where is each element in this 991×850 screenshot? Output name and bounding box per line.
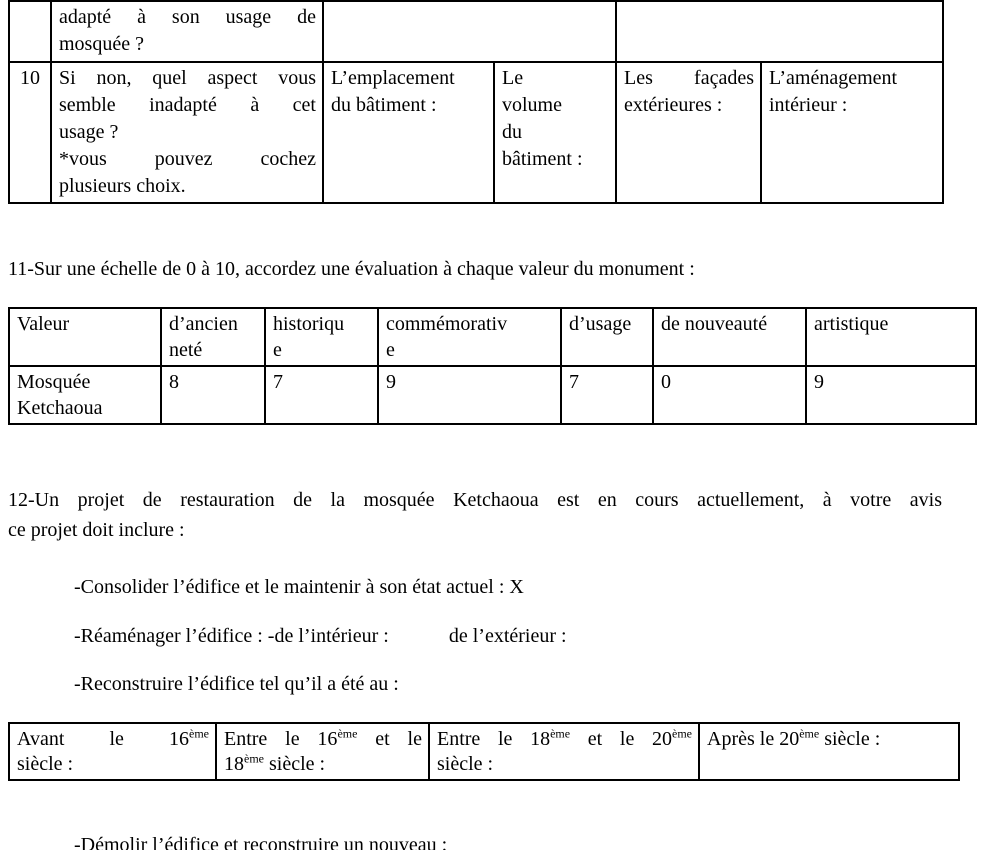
- option-amenagement-cell: L’aménagement intérieur :: [761, 62, 943, 203]
- option-volume-cell: Le volume du bâtiment :: [494, 62, 616, 203]
- header-commemorative: commémorativ e: [378, 308, 561, 366]
- header-historique: historiqu e: [265, 308, 378, 366]
- carryover-number-cell: [9, 1, 51, 62]
- century-18-20-cell: Entre le 18ème et le 20ème siècle :: [429, 723, 699, 780]
- header-artistique: artistique: [806, 308, 976, 366]
- option-reconstruire-line: -Reconstruire l’édifice tel qu’il a été au :: [74, 673, 399, 695]
- carryover-answer-cell-2: [616, 1, 943, 62]
- century-avant-16-cell: Avant le 16ème siècle :: [9, 723, 216, 780]
- reamenager-exterieur-text: de l’extérieur :: [448, 625, 567, 647]
- rating-artistique: 9: [806, 366, 976, 424]
- century-16-18-cell: Entre le 16ème et le 18ème siècle :: [216, 723, 429, 780]
- header-valeur: Valeur: [9, 308, 161, 366]
- rating-nouveaute: 0: [653, 366, 806, 424]
- question-10-table: [8, 0, 944, 204]
- question-11-intro: 11-Sur une échelle de 0 à 10, accordez une évaluation à chaque valeur du monument :: [8, 258, 695, 280]
- century-choice-table: [8, 722, 960, 781]
- option-emplacement-cell: L’emplacement du bâtiment :: [323, 62, 494, 203]
- row-label-mosquee-ketchaoua: Mosquée Ketchaoua: [9, 366, 161, 424]
- valeur-rating-table: [8, 307, 977, 425]
- question-12-intro: 12-Un projet de restauration de la mosquée Ketchaoua est en cours actuellement, à votre avis ce projet doit inclure :: [8, 489, 942, 541]
- header-nouveaute: de nouveauté: [653, 308, 806, 366]
- carryover-answer-cell-1: [323, 1, 616, 62]
- header-anciennete: d’ancien neté: [161, 308, 265, 366]
- valeur-header-row: [9, 308, 976, 366]
- option-reamenager-line: [74, 624, 991, 648]
- mosquee-ketchaoua-row: [9, 366, 976, 424]
- option-consolider-line: -Consolider l’édifice et le maintenir à son état actuel : X: [74, 576, 524, 598]
- rating-commemorative: 9: [378, 366, 561, 424]
- question-10-number-cell: 10: [9, 62, 51, 203]
- header-usage: d’usage: [561, 308, 653, 366]
- carryover-row: [9, 1, 943, 62]
- option-demolir-line: -Démolir l’édifice et reconstruire un nouveau :: [74, 834, 448, 850]
- rating-usage: 7: [561, 366, 653, 424]
- carryover-question-cell: adapté à son usage de mosquée ?: [51, 1, 323, 62]
- century-apres-20-cell: Après le 20ème siècle :: [699, 723, 959, 780]
- reamenager-interieur-text: -Réaménager l’édifice : -de l’intérieur :: [74, 625, 389, 647]
- rating-historique: 7: [265, 366, 378, 424]
- rating-anciennete: 8: [161, 366, 265, 424]
- century-row: [9, 723, 959, 780]
- question-10-row: [9, 62, 943, 203]
- option-facades-cell: Les façades extérieures :: [616, 62, 761, 203]
- question-10-text-cell: Si non, quel aspect vous semble inadapté à cet usage ? *vous pouvez cochez plusieurs choix.: [51, 62, 323, 203]
